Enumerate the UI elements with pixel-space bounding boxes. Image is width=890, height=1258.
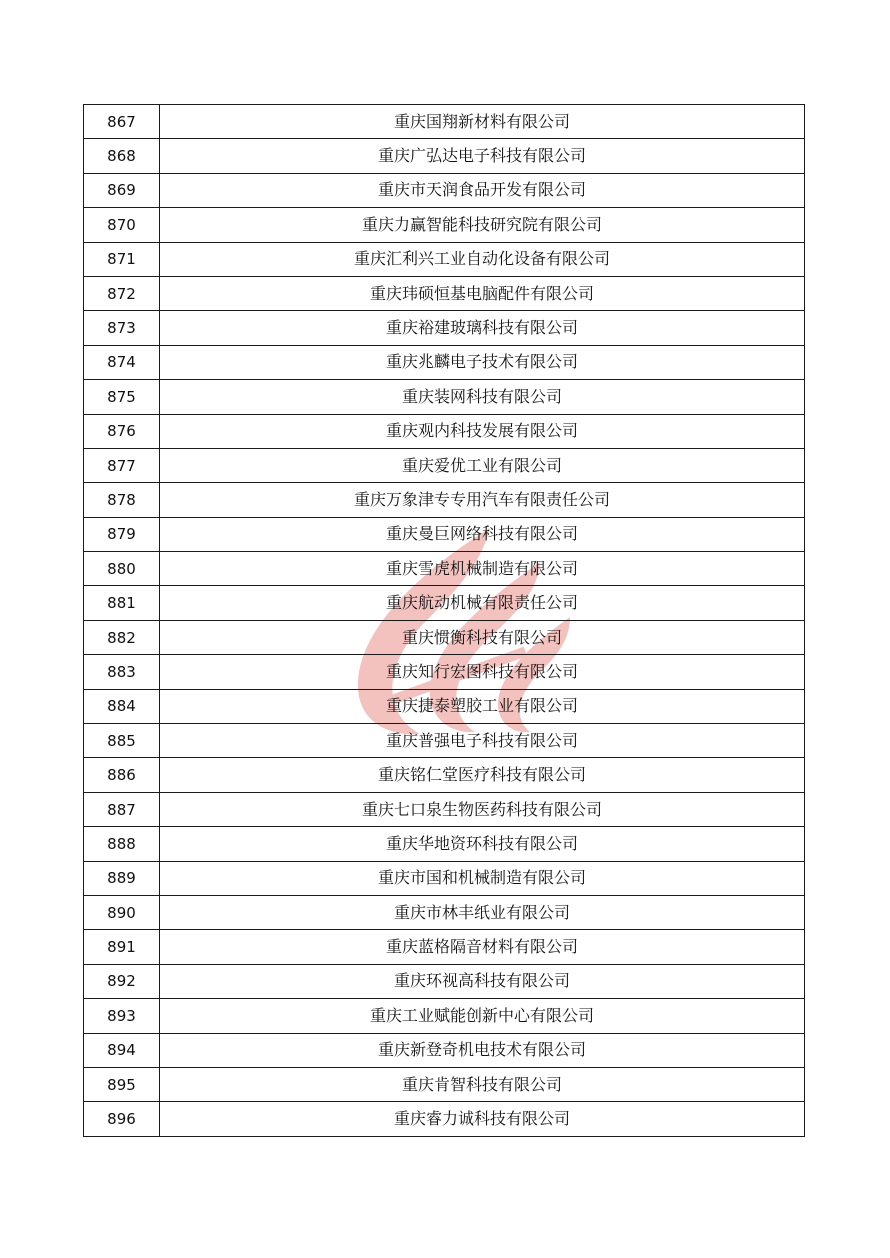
table-row xyxy=(84,242,805,276)
table-row xyxy=(84,105,805,139)
company-name: 重庆睿力诚科技有限公司 xyxy=(160,1102,805,1136)
table-row xyxy=(84,586,805,620)
table-row xyxy=(84,895,805,929)
row-number: 869 xyxy=(84,173,160,207)
row-number: 892 xyxy=(84,964,160,998)
row-number: 873 xyxy=(84,311,160,345)
company-name: 重庆曼巨网络科技有限公司 xyxy=(160,517,805,551)
row-number: 885 xyxy=(84,724,160,758)
row-number: 891 xyxy=(84,930,160,964)
company-name: 重庆力赢智能科技研究院有限公司 xyxy=(160,208,805,242)
company-name: 重庆知行宏图科技有限公司 xyxy=(160,655,805,689)
row-number: 883 xyxy=(84,655,160,689)
row-number: 871 xyxy=(84,242,160,276)
table-body xyxy=(84,105,805,1137)
table-row xyxy=(84,208,805,242)
company-name: 重庆华地资环科技有限公司 xyxy=(160,827,805,861)
company-name: 重庆汇利兴工业自动化设备有限公司 xyxy=(160,242,805,276)
company-name: 重庆玮硕恒基电脑配件有限公司 xyxy=(160,276,805,310)
row-number: 896 xyxy=(84,1102,160,1136)
table-row xyxy=(84,827,805,861)
company-name: 重庆惯衡科技有限公司 xyxy=(160,620,805,654)
row-number: 889 xyxy=(84,861,160,895)
company-name: 重庆普强电子科技有限公司 xyxy=(160,724,805,758)
table-row xyxy=(84,1033,805,1067)
company-name: 重庆广弘达电子科技有限公司 xyxy=(160,139,805,173)
row-number: 886 xyxy=(84,758,160,792)
table-row xyxy=(84,414,805,448)
table-row xyxy=(84,139,805,173)
company-name: 重庆肯智科技有限公司 xyxy=(160,1067,805,1101)
row-number: 874 xyxy=(84,345,160,379)
company-name: 重庆裕建玻璃科技有限公司 xyxy=(160,311,805,345)
table-row xyxy=(84,276,805,310)
table-row xyxy=(84,999,805,1033)
row-number: 882 xyxy=(84,620,160,654)
table-row xyxy=(84,173,805,207)
table-row xyxy=(84,724,805,758)
company-list-table xyxy=(83,104,805,1137)
company-name: 重庆蓝格隔音材料有限公司 xyxy=(160,930,805,964)
table-row xyxy=(84,517,805,551)
row-number: 872 xyxy=(84,276,160,310)
company-name: 重庆爱优工业有限公司 xyxy=(160,448,805,482)
row-number: 881 xyxy=(84,586,160,620)
table-row xyxy=(84,689,805,723)
company-name: 重庆国翔新材料有限公司 xyxy=(160,105,805,139)
table-row xyxy=(84,1102,805,1136)
table-row xyxy=(84,1067,805,1101)
row-number: 868 xyxy=(84,139,160,173)
row-number: 890 xyxy=(84,895,160,929)
row-number: 894 xyxy=(84,1033,160,1067)
company-name: 重庆铭仁堂医疗科技有限公司 xyxy=(160,758,805,792)
table-row xyxy=(84,620,805,654)
table-row xyxy=(84,758,805,792)
table-row xyxy=(84,930,805,964)
company-name: 重庆观内科技发展有限公司 xyxy=(160,414,805,448)
table-row xyxy=(84,964,805,998)
table-row xyxy=(84,483,805,517)
company-name: 重庆新登奇机电技术有限公司 xyxy=(160,1033,805,1067)
row-number: 876 xyxy=(84,414,160,448)
company-name: 重庆航动机械有限责任公司 xyxy=(160,586,805,620)
table-row xyxy=(84,380,805,414)
table-row xyxy=(84,655,805,689)
row-number: 893 xyxy=(84,999,160,1033)
table-row xyxy=(84,861,805,895)
table-row xyxy=(84,311,805,345)
company-name: 重庆环视高科技有限公司 xyxy=(160,964,805,998)
row-number: 887 xyxy=(84,792,160,826)
table-row xyxy=(84,448,805,482)
row-number: 880 xyxy=(84,552,160,586)
company-name: 重庆七口泉生物医药科技有限公司 xyxy=(160,792,805,826)
table-row xyxy=(84,552,805,586)
row-number: 884 xyxy=(84,689,160,723)
row-number: 870 xyxy=(84,208,160,242)
row-number: 879 xyxy=(84,517,160,551)
table-row xyxy=(84,792,805,826)
company-name: 重庆雪虎机械制造有限公司 xyxy=(160,552,805,586)
company-name: 重庆万象津专专用汽车有限责任公司 xyxy=(160,483,805,517)
table-row xyxy=(84,345,805,379)
company-name: 重庆工业赋能创新中心有限公司 xyxy=(160,999,805,1033)
company-name: 重庆市天润食品开发有限公司 xyxy=(160,173,805,207)
row-number: 875 xyxy=(84,380,160,414)
row-number: 867 xyxy=(84,105,160,139)
row-number: 895 xyxy=(84,1067,160,1101)
row-number: 888 xyxy=(84,827,160,861)
company-name: 重庆捷泰塑胶工业有限公司 xyxy=(160,689,805,723)
company-name: 重庆装网科技有限公司 xyxy=(160,380,805,414)
row-number: 877 xyxy=(84,448,160,482)
row-number: 878 xyxy=(84,483,160,517)
company-name: 重庆市林丰纸业有限公司 xyxy=(160,895,805,929)
company-name: 重庆兆麟电子技术有限公司 xyxy=(160,345,805,379)
company-name: 重庆市国和机械制造有限公司 xyxy=(160,861,805,895)
